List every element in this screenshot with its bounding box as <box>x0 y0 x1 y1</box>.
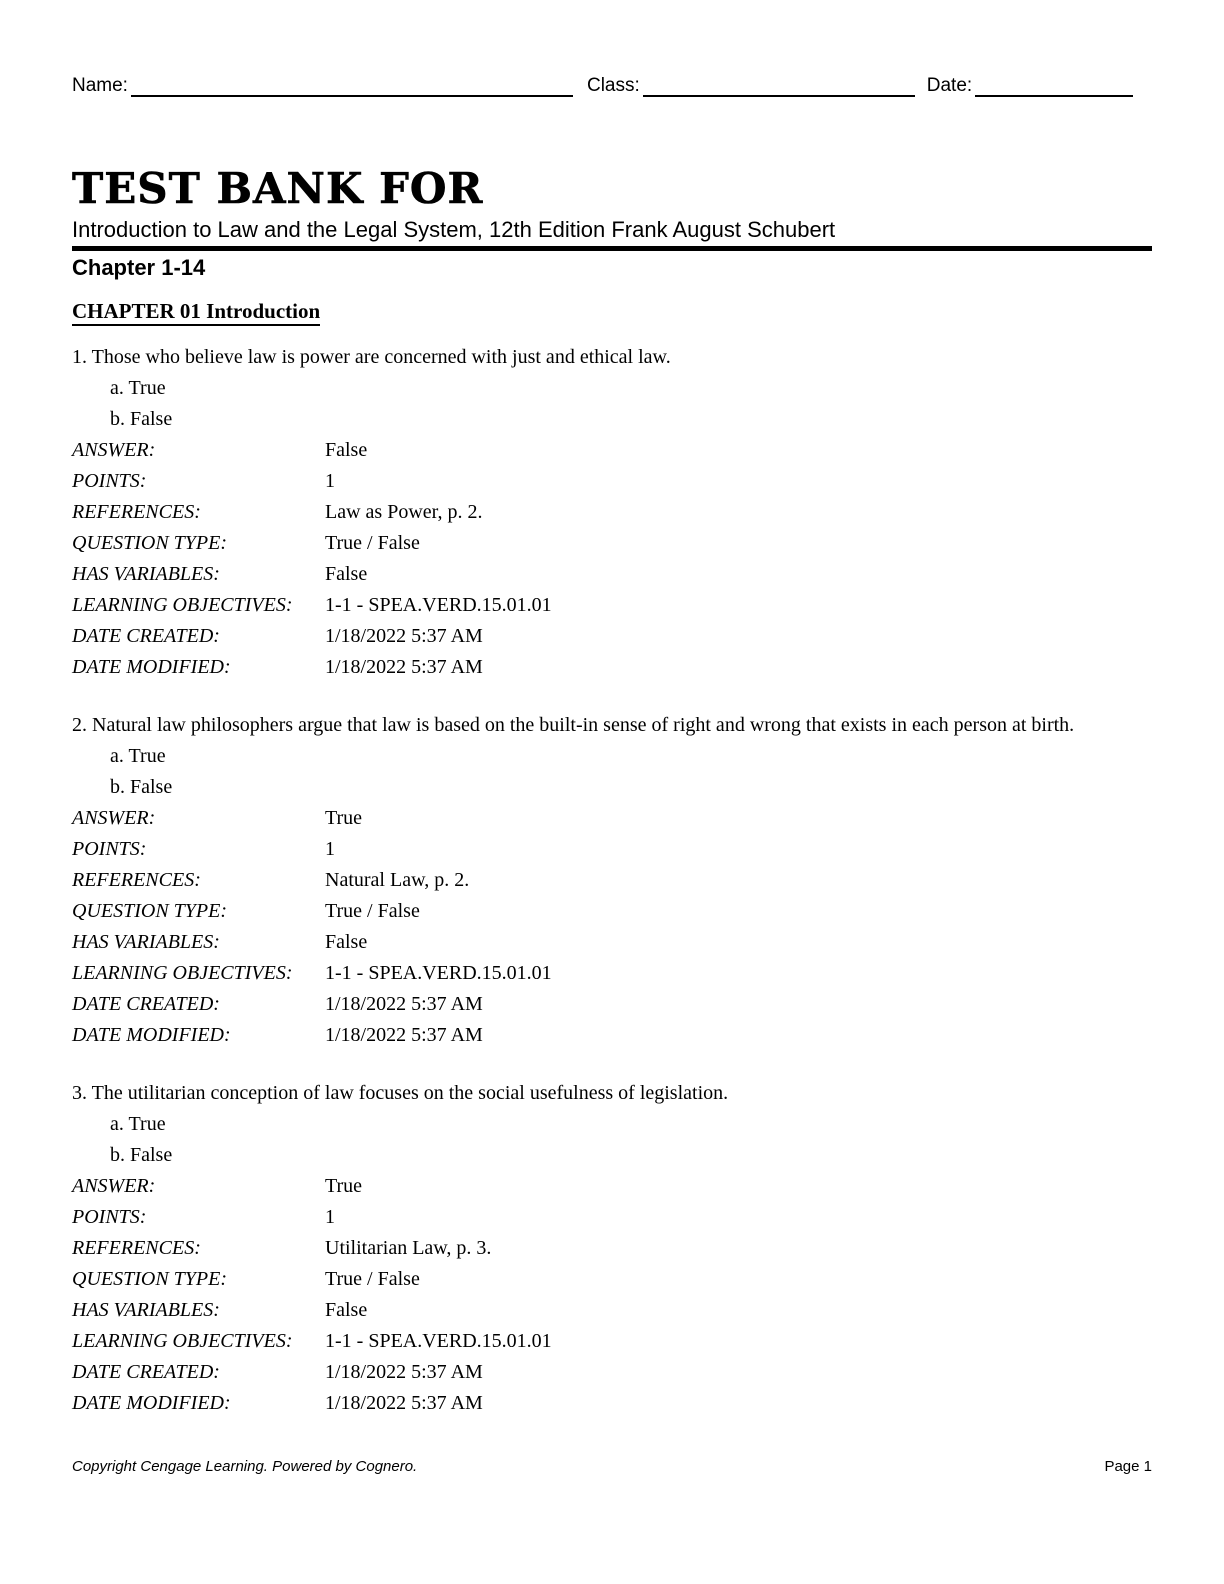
question-block-2 <box>72 710 1152 1051</box>
meta-label: DATE MODIFIED: <box>72 1392 231 1414</box>
date-field <box>927 74 1133 97</box>
name-blank-line <box>131 74 573 97</box>
meta-value: 1/18/2022 5:37 AM <box>325 625 483 647</box>
meta-label: REFERENCES: <box>72 869 201 891</box>
meta-value: True / False <box>325 1268 420 1290</box>
meta-value: Utilitarian Law, p. 3. <box>325 1237 492 1259</box>
meta-value: 1-1 - SPEA.VERD.15.01.01 <box>325 594 552 616</box>
meta-value: True <box>325 1175 363 1197</box>
meta-label: LEARNING OBJECTIVES: <box>72 962 293 984</box>
question-block-3 <box>72 1078 1152 1419</box>
option-a: a. True <box>110 377 166 399</box>
meta-row-points <box>72 1202 1152 1233</box>
page-number: Page 1 <box>1104 1458 1152 1475</box>
meta-row-learning-objectives <box>72 1326 1152 1357</box>
meta-row-question-type <box>72 896 1152 927</box>
meta-label: REFERENCES: <box>72 1237 201 1259</box>
meta-label: LEARNING OBJECTIVES: <box>72 594 293 616</box>
meta-label: DATE MODIFIED: <box>72 656 231 678</box>
title-divider <box>72 246 1152 251</box>
meta-label: QUESTION TYPE: <box>72 532 228 554</box>
meta-row-has-variables <box>72 927 1152 958</box>
meta-label: POINTS: <box>72 470 147 492</box>
meta-value: 1/18/2022 5:37 AM <box>325 1392 483 1414</box>
meta-row-date-created <box>72 1357 1152 1388</box>
meta-label: DATE CREATED: <box>72 625 220 647</box>
meta-value: 1/18/2022 5:37 AM <box>325 993 483 1015</box>
meta-label: POINTS: <box>72 1206 147 1228</box>
meta-row-references <box>72 865 1152 896</box>
meta-row-has-variables <box>72 1295 1152 1326</box>
meta-value: True / False <box>325 532 420 554</box>
meta-label: ANSWER: <box>72 807 156 829</box>
meta-row-date-modified <box>72 652 1152 683</box>
meta-row-question-type <box>72 1264 1152 1295</box>
meta-value: False <box>325 563 368 585</box>
question-text: 2. Natural law philosophers argue that law is based on the built-in sense of right and wrong that exists in each person at birth. <box>72 714 1075 736</box>
chapter-heading-text: CHAPTER 01 Introduction <box>72 299 320 326</box>
name-label: Name: <box>72 75 128 96</box>
question-block-1 <box>72 342 1152 683</box>
option-b: b. False <box>110 776 173 798</box>
meta-value: 1 <box>325 1206 335 1228</box>
meta-label: DATE CREATED: <box>72 1361 220 1383</box>
meta-value: 1-1 - SPEA.VERD.15.01.01 <box>325 962 552 984</box>
meta-value: 1/18/2022 5:37 AM <box>325 1024 483 1046</box>
meta-row-answer <box>72 803 1152 834</box>
name-field <box>72 74 587 97</box>
question-text: 1. Those who believe law is power are concerned with just and ethical law. <box>72 346 671 368</box>
class-field <box>587 74 927 97</box>
meta-row-answer <box>72 435 1152 466</box>
meta-label: REFERENCES: <box>72 501 201 523</box>
date-blank-line <box>975 74 1133 97</box>
meta-row-references <box>72 497 1152 528</box>
option-b: b. False <box>110 408 173 430</box>
meta-value: 1 <box>325 470 335 492</box>
meta-value: 1-1 - SPEA.VERD.15.01.01 <box>325 1330 552 1352</box>
meta-label: DATE CREATED: <box>72 993 220 1015</box>
meta-row-references <box>72 1233 1152 1264</box>
meta-label: ANSWER: <box>72 439 156 461</box>
meta-row-has-variables <box>72 559 1152 590</box>
meta-row-learning-objectives <box>72 590 1152 621</box>
copyright-text: Copyright Cengage Learning. Powered by Cognero. <box>72 1458 418 1475</box>
meta-row-date-created <box>72 621 1152 652</box>
class-blank-line <box>643 74 915 97</box>
meta-value: True / False <box>325 900 420 922</box>
meta-value: False <box>325 439 368 461</box>
option-a: a. True <box>110 745 166 767</box>
meta-row-answer <box>72 1171 1152 1202</box>
meta-value: False <box>325 1299 368 1321</box>
meta-label: ANSWER: <box>72 1175 156 1197</box>
meta-label: LEARNING OBJECTIVES: <box>72 1330 293 1352</box>
meta-row-learning-objectives <box>72 958 1152 989</box>
meta-label: QUESTION TYPE: <box>72 900 228 922</box>
class-label: Class: <box>586 75 640 96</box>
question-text: 3. The utilitarian conception of law focuses on the social usefulness of legislation. <box>72 1082 729 1104</box>
meta-label: HAS VARIABLES: <box>72 1299 220 1321</box>
fill-in-header <box>72 74 1152 97</box>
meta-label: POINTS: <box>72 838 147 860</box>
meta-value: 1 <box>325 838 335 860</box>
meta-value: Natural Law, p. 2. <box>325 869 470 891</box>
meta-row-points <box>72 834 1152 865</box>
meta-value: False <box>325 931 368 953</box>
meta-row-date-created <box>72 989 1152 1020</box>
meta-value: Law as Power, p. 2. <box>325 501 483 523</box>
meta-value: True <box>325 807 363 829</box>
date-label: Date: <box>926 75 973 96</box>
page-footer <box>72 1458 1152 1476</box>
meta-value: 1/18/2022 5:37 AM <box>325 656 483 678</box>
meta-row-date-modified <box>72 1388 1152 1419</box>
meta-row-date-modified <box>72 1020 1152 1051</box>
document-title: TEST BANK FOR <box>72 164 484 213</box>
document-subtitle: Introduction to Law and the Legal System, 12th Edition Frank August Schubert <box>72 217 836 242</box>
meta-label: HAS VARIABLES: <box>72 563 220 585</box>
option-b: b. False <box>110 1144 173 1166</box>
meta-row-question-type <box>72 528 1152 559</box>
meta-row-points <box>72 466 1152 497</box>
meta-label: HAS VARIABLES: <box>72 931 220 953</box>
meta-label: DATE MODIFIED: <box>72 1024 231 1046</box>
option-a: a. True <box>110 1113 166 1135</box>
meta-label: QUESTION TYPE: <box>72 1268 228 1290</box>
meta-value: 1/18/2022 5:37 AM <box>325 1361 483 1383</box>
chapter-heading <box>72 298 1152 325</box>
chapter-range: Chapter 1-14 <box>72 255 206 280</box>
